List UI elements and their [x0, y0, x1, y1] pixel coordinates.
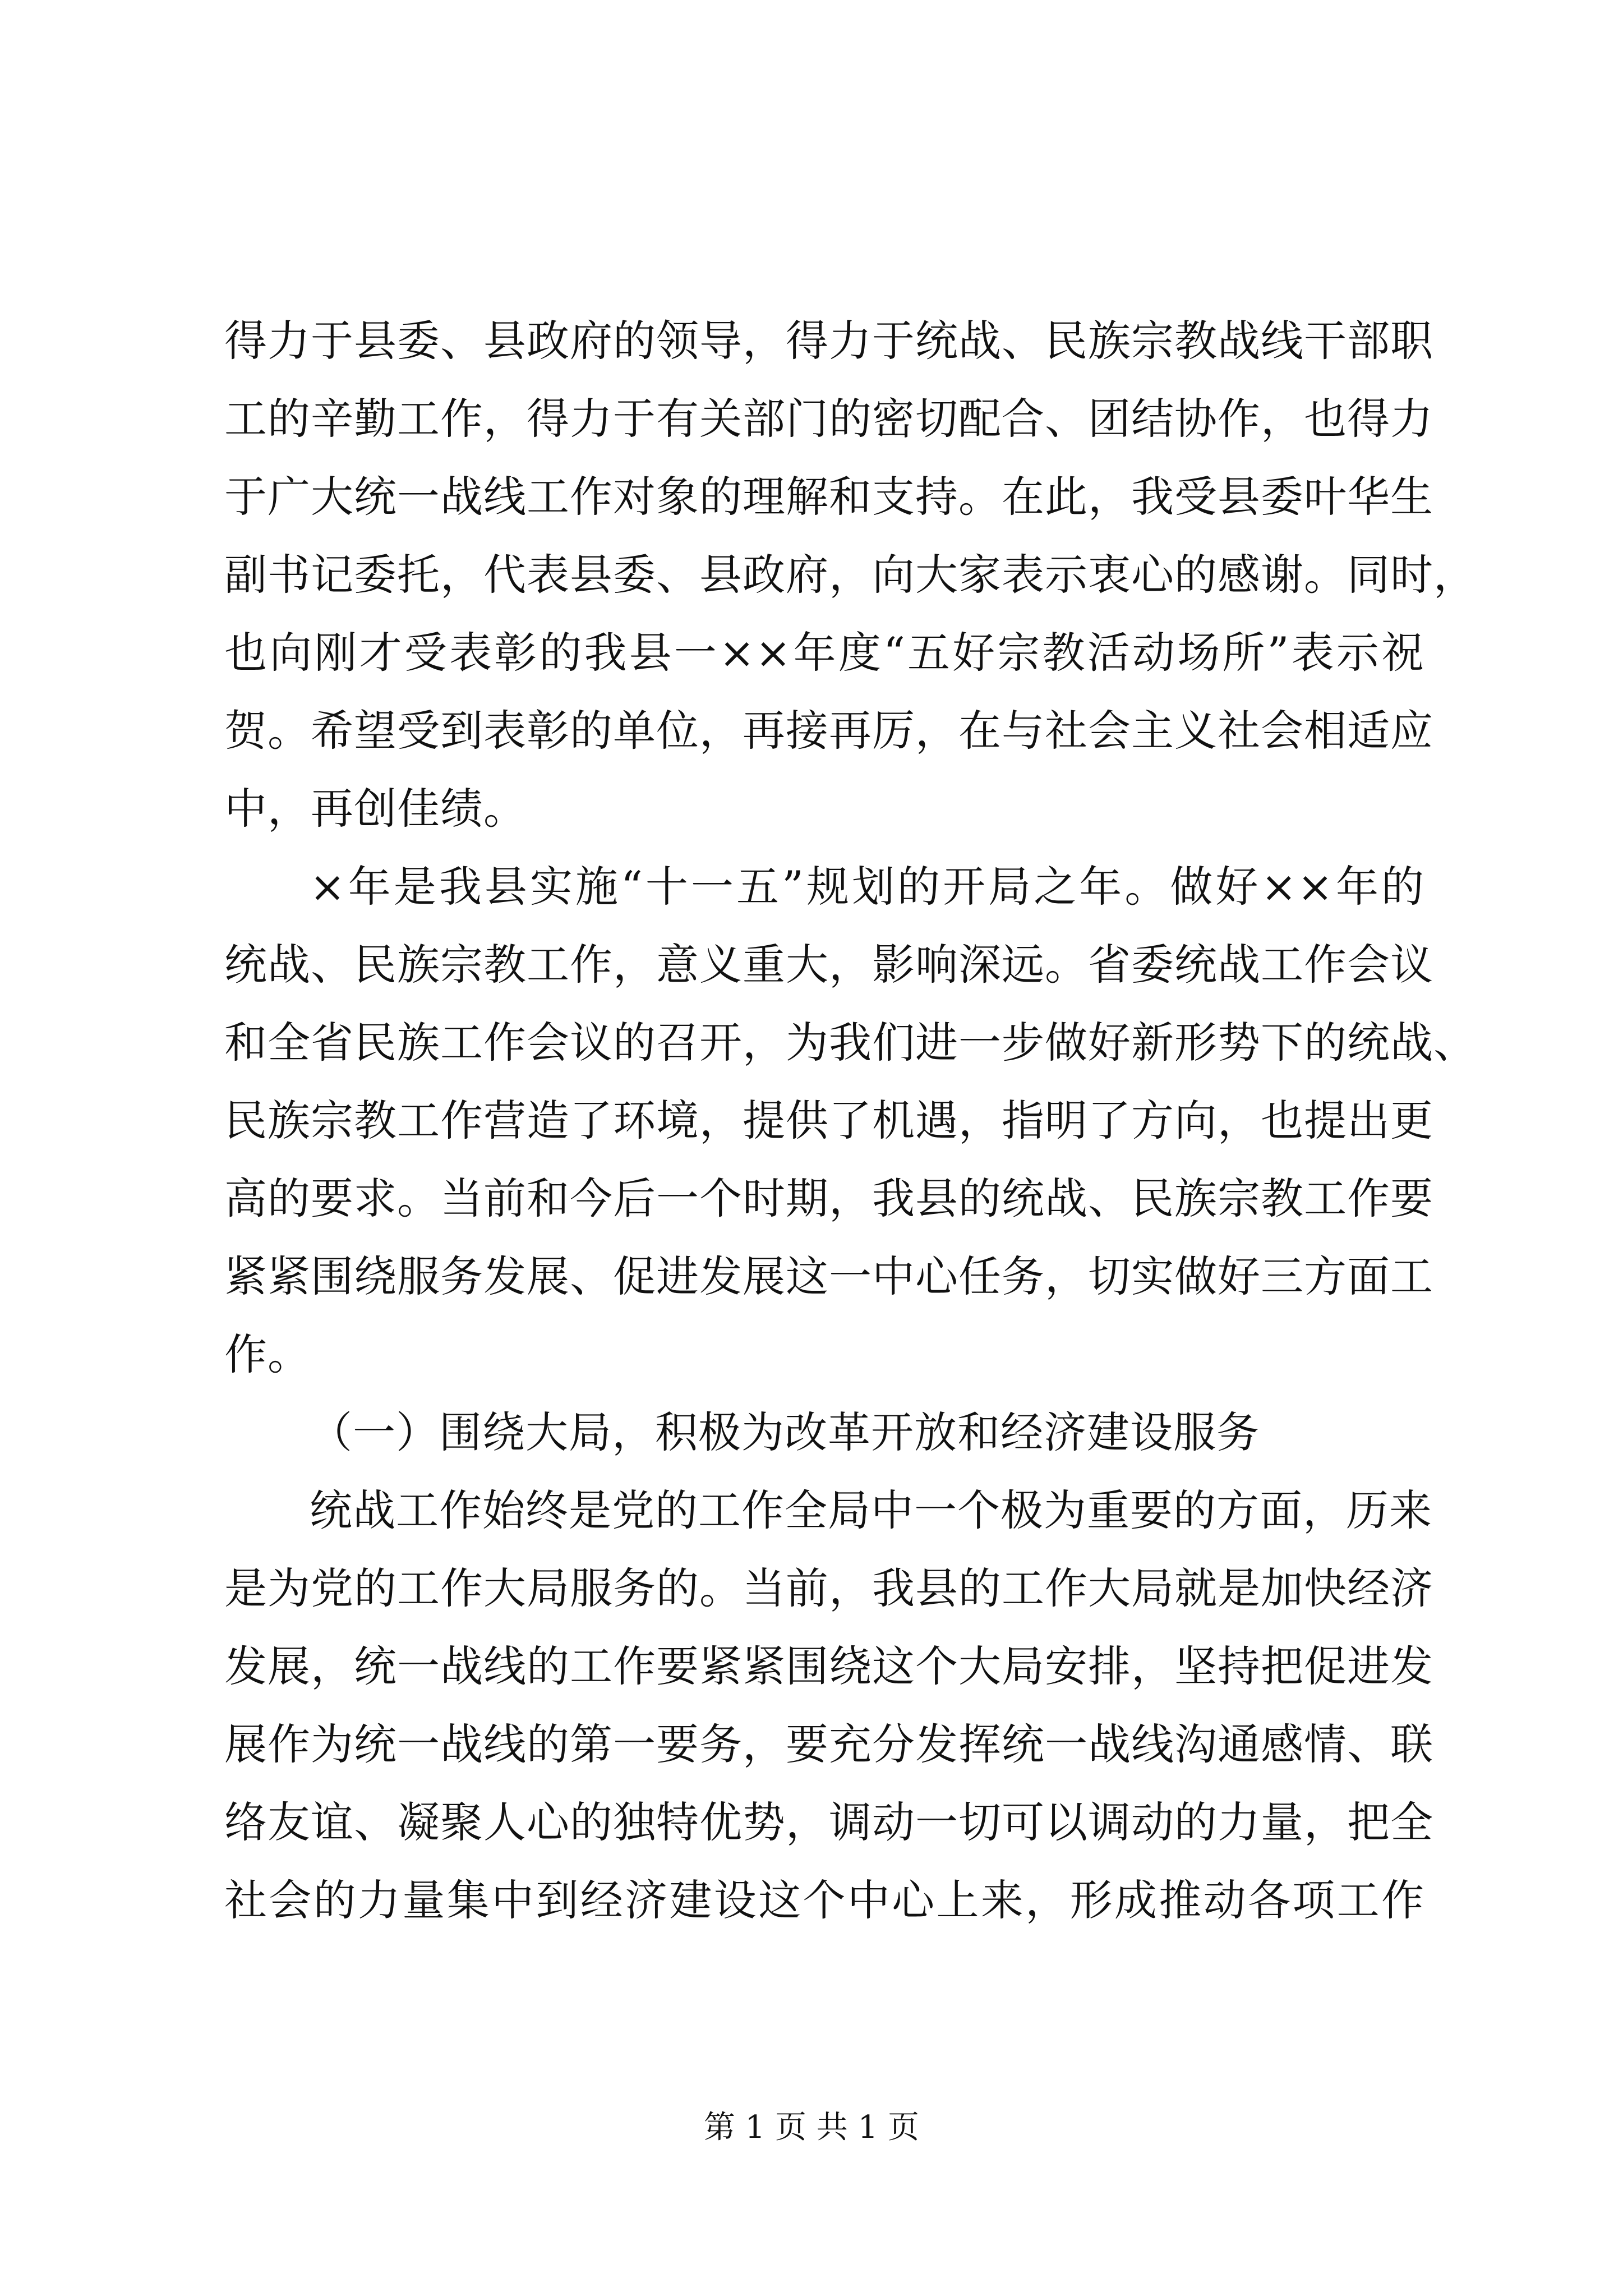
text-line: 统战、民族宗教工作，意义重大，影响深远。省委统战工作会议: [224, 940, 1433, 990]
text-line: 是为党的工作大局服务的。当前，我县的工作大局就是加快经济: [224, 1563, 1433, 1613]
text-line: 作。: [224, 1329, 311, 1379]
body-text: [224, 302, 1477, 1939]
text-line: 于广大统一战线工作对象的理解和支持。在此，我受县委叶华生: [224, 472, 1433, 522]
text-line: 也向刚才受表彰的我县一××年度“五好宗教活动场所”表示祝: [224, 628, 1424, 678]
text-line: 得力于县委、县政府的领导，得力于统战、民族宗教战线干部职: [224, 316, 1433, 366]
text-line: 紧紧围绕服务发展、促进发展这一中心任务，切实做好三方面工: [224, 1251, 1433, 1301]
text-line: 和全省民族工作会议的召开，为我们进一步做好新形势下的统战、: [224, 1018, 1477, 1068]
text-line: 社会的力量集中到经济建设这个中心上来，形成推动各项工作: [224, 1875, 1424, 1925]
text-line: 工的辛勤工作，得力于有关部门的密切配合、团结协作，也得力: [224, 394, 1433, 444]
text-line: 中，再创佳绩。: [224, 784, 527, 834]
text-line: 贺。希望受到表彰的单位，再接再厉，在与社会主义社会相适应: [224, 706, 1433, 756]
text-line: 副书记委托，代表县委、县政府，向大家表示衷心的感谢。同时，: [224, 550, 1477, 600]
page-footer: [0, 2108, 1623, 2147]
text-line: 民族宗教工作营造了环境，提供了机遇，指明了方向，也提出更: [224, 1096, 1433, 1145]
text-line: 络友谊、凝聚人心的独特优势，调动一切可以调动的力量，把全: [224, 1797, 1433, 1847]
text-line: 展作为统一战线的第一要务，要充分发挥统一战线沟通感情、联: [224, 1719, 1433, 1769]
text-line: 发展，统一战线的工作要紧紧围绕这个大局安排，坚持把促进发: [224, 1641, 1433, 1691]
text-line: 高的要求。当前和今后一个时期，我县的统战、民族宗教工作要: [224, 1174, 1433, 1223]
paragraph-first-line: ×年是我县实施“十一五”规划的开局之年。做好××年的: [310, 862, 1424, 912]
section-heading: （一）围绕大局，积极为改革开放和经济建设服务: [310, 1407, 1260, 1457]
page-number-label: 第 1 页 共 1 页: [703, 2109, 920, 2146]
paragraph-first-line: 统战工作始终是党的工作全局中一个极为重要的方面，历来: [310, 1485, 1432, 1535]
